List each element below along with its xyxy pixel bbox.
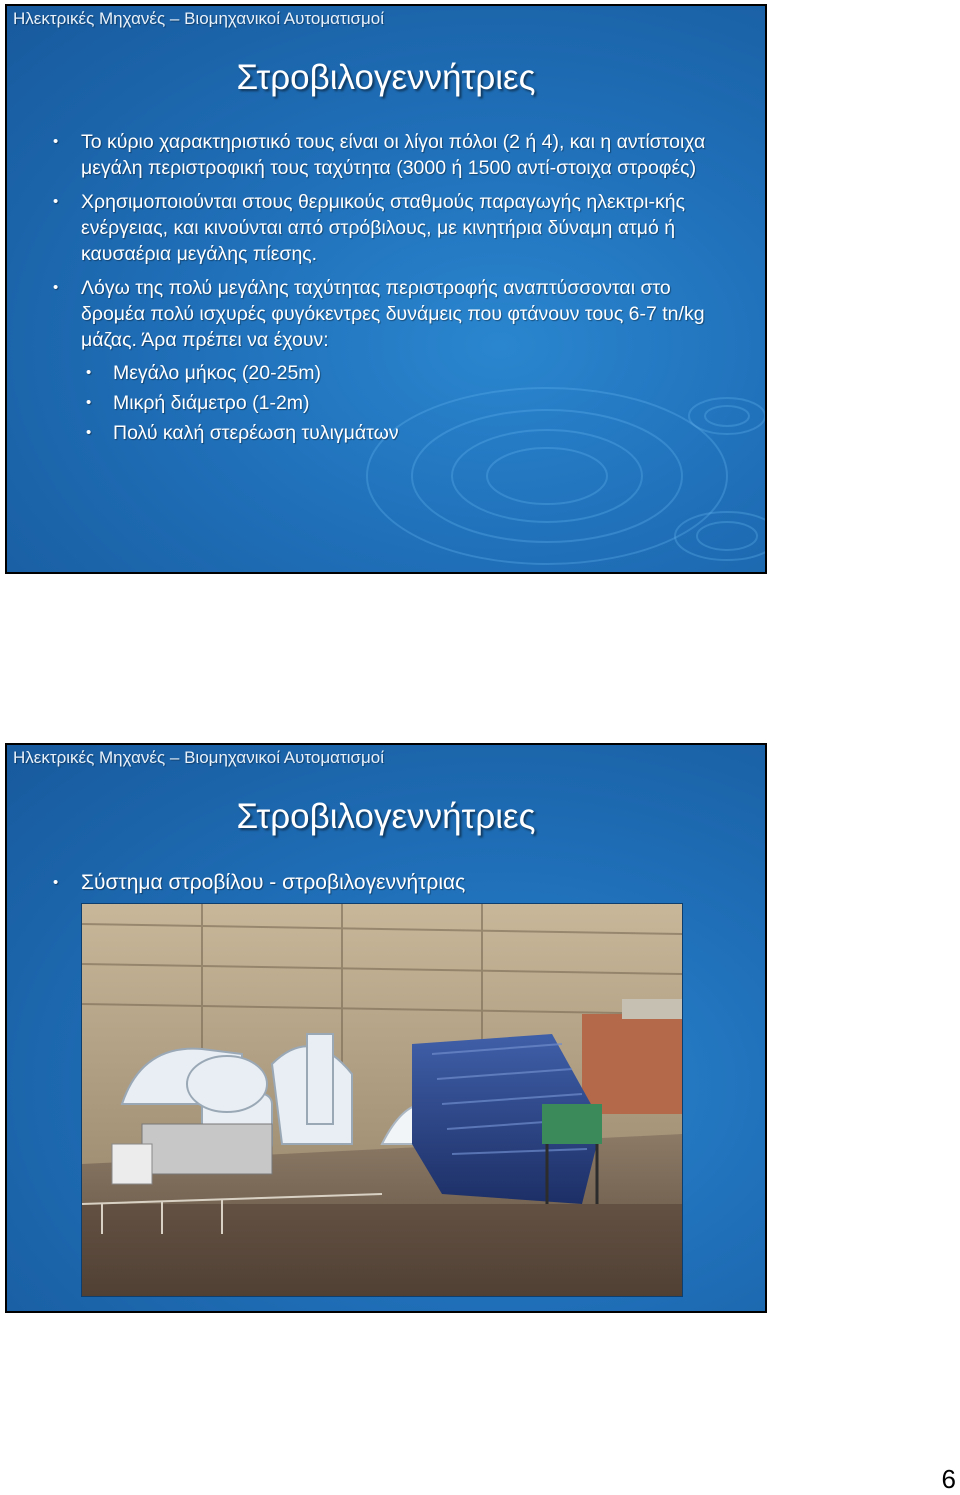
bullet-list <box>53 870 721 904</box>
sub-bullet-item: • Μεγάλο μήκος (20-25m) <box>53 361 721 385</box>
page-number: 6 <box>941 1464 956 1494</box>
slide-header: Ηλεκτρικές Μηχανές – Βιομηχανικοί Αυτοματισμοί <box>13 748 384 767</box>
slide-header: Ηλεκτρικές Μηχανές – Βιομηχανικοί Αυτοματισμοί <box>13 9 384 28</box>
turbine-hall-photo <box>81 903 683 1297</box>
bullet-item: • Χρησιμοποιούνται στους θερμικούς σταθμούς παραγωγής ηλεκτρι-κής ενέργειας, και κινούνται από στρόβιλους, με κινητήρια δύναμη ατμό ή καυσαέρια μεγάλης πίεσης. <box>53 189 721 267</box>
bullet-item: • Σύστημα στροβίλου - στροβιλογεννήτριας <box>53 870 721 896</box>
slide-2 <box>5 743 767 1313</box>
bullet-item: • Λόγω της πολύ μεγάλης ταχύτητας περιστροφής αναπτύσσονται στο δρομέα πολύ ισχυρές φυγόκεντρες δυνάμεις που φτάνουν τους 6-7 tn/kg μάζας. Άρα πρέπει να έχουν: <box>53 275 721 353</box>
sub-bullet-item: • Μικρή διάμετρο (1-2m) <box>53 391 721 415</box>
turbine-hall-illustration <box>82 904 682 1296</box>
sub-bullet-item: • Πολύ καλή στερέωση τυλιγμάτων <box>53 421 721 445</box>
bullet-item: • Το κύριο χαρακτηριστικό τους είναι οι λίγοι πόλοι (2 ή 4), και η αντίστοιχα μεγάλη περιστροφική τους ταχύτητα (3000 ή 1500 αντί-στοιχα στροφές) <box>53 129 721 181</box>
slide-title: Στροβιλογεννήτριες <box>236 58 536 97</box>
slide-title: Στροβιλογεννήτριες <box>236 797 536 836</box>
slide-1 <box>5 4 767 574</box>
bullet-list <box>53 129 721 451</box>
